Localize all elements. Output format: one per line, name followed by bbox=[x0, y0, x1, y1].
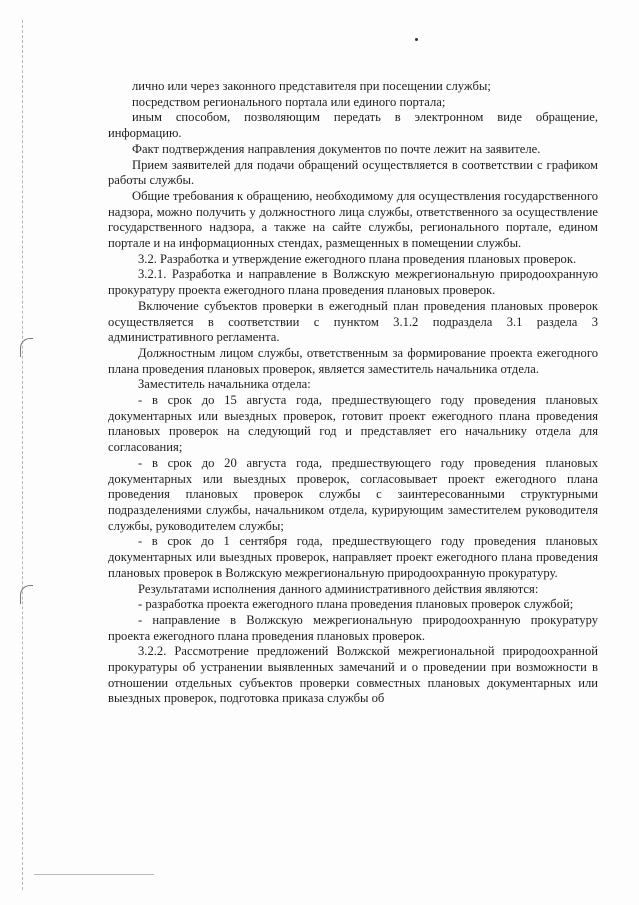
scan-edge-line bbox=[22, 20, 23, 890]
list-item: - в срок до 1 сентября года, предшествующего году проведения плановых документарных или выездных проверок, направляет проект ежегодного плана проведения плановых проверок в Волжскую межрегиональную природоохранную прокуратуру. bbox=[108, 534, 598, 580]
paragraph: иным способом, позволяющим передать в электронном виде обращение, информацию. bbox=[108, 110, 598, 141]
list-item: - разработка проекта ежегодного плана проведения плановых проверок службой; bbox=[138, 597, 574, 612]
paragraph: Общие требования к обращению, необходимому для осуществления государственного надзора, можно получить у должностного лица службы, ответственного за осуществление государственного надзора, а также на сайте службы, регионального портале, едином портале и на информационных стендах, размещенных в помещении службы. bbox=[108, 188, 598, 251]
list-item: - в срок до 20 августа года, предшествующего году проведения плановых документарных или выездных проверок, согласовывает проект ежегодного плана проведения плановых проверок службы с заинтересованными структурными подразделениями службы, начальником отдела, курирующим заместителем руководителя службы, руководителем службы; bbox=[108, 455, 598, 533]
paragraph: лично или через законного представителя при посещении службы; bbox=[132, 79, 491, 93]
paragraph: Прием заявителей для подачи обращений осуществляется в соответствии с графиком работы службы. bbox=[108, 157, 598, 188]
bottom-edge-line bbox=[34, 874, 154, 875]
binding-hole-mark bbox=[20, 338, 33, 357]
paragraph: Факт подтверждения направления документов по почте лежит на заявителе. bbox=[132, 141, 541, 156]
document-body bbox=[108, 79, 598, 707]
paragraph: Должностным лицом службы, ответственным за формирование проекта ежегодного плана проведения плановых проверок, является заместитель начальника отдела. bbox=[108, 345, 598, 376]
subsection-heading: 3.2.2. Рассмотрение предложений Волжской межрегиональной природоохранной прокуратуры об устранении выявленных замечаний и о проведении при возможности в отношении отдельных субъектов проверки совместных плановых документарных или выездных проверок, подготовка приказа службы об bbox=[108, 644, 598, 706]
list-item: - направление в Волжскую межрегиональную природоохранную прокуратуру проекта ежегодного плана проведения плановых проверок. bbox=[108, 612, 598, 643]
paragraph: посредством регионального портала или единого портала; bbox=[132, 94, 446, 109]
paragraph: Заместитель начальника отдела: bbox=[138, 377, 311, 392]
paragraph: Результатами исполнения данного административного действия являются: bbox=[138, 581, 539, 596]
paragraph: Включение субъектов проверки в ежегодный план проведения плановых проверок осуществляется в соответствии с пунктом 3.1.2 подраздела 3.1 раздела 3 административного регламента. bbox=[108, 298, 598, 345]
section-heading: 3.2. Разработка и утверждение ежегодного плана проведения плановых проверок. bbox=[138, 251, 577, 266]
list-item: - в срок до 15 августа года, предшествующего году проведения плановых документарных или выездных проверок, готовит проект ежегодного плана проведения плановых проверок на следующий год и представляет его начальнику отдела для согласования; bbox=[108, 393, 598, 455]
subsection-heading: 3.2.1. Разработка и направление в Волжскую межрегиональную природоохранную прокуратуру проекта ежегодного плана проведения плановых проверок. bbox=[108, 267, 598, 298]
binding-hole-mark bbox=[20, 585, 33, 604]
scan-speck bbox=[415, 38, 418, 41]
